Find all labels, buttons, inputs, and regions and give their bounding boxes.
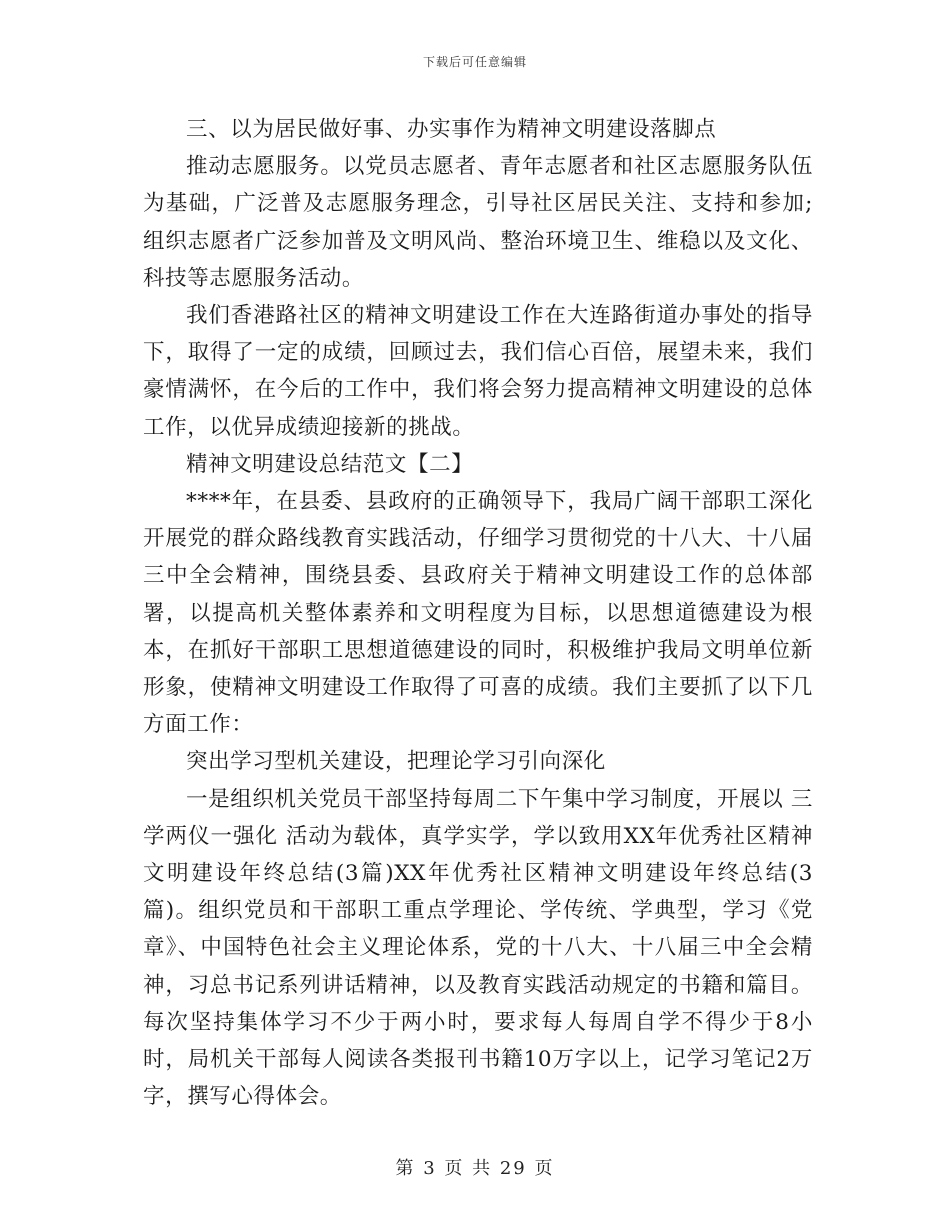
body-paragraph: 一是组织机关党员干部坚持每周二下午集中学习制度，开展以 三学两仪一强化 活动为载体，真学实学，学以致用XX年优秀社区精神文明建设年终总结(3篇)XX年优秀社区精神文明建设年终总结(3篇)。组织党员和干部职工重点学理论、学传统、学典型，学习《党章》、中国特色社会主义理论体系，党的十八大、十八届三中全会精神，习总书记系列讲话精神，以及教育实践活动规定的书籍和篇目。每次坚持集体学习不少于两小时，要求每人每周自学不得少于8小时，局机关干部每人阅读各类报刊书籍10万字以上，记学习笔记2万字，撰写心得体会。 <box>143 786 813 1110</box>
page-number: 第 3 页 共 29 页 <box>395 1158 555 1179</box>
section-heading: 突出学习型机关建设，把理论学习引向深化 <box>186 749 606 775</box>
body-paragraph: 推动志愿服务。以党员志愿者、青年志愿者和社区志愿服务队伍为基础，广泛普及志愿服务理念，引导社区居民关注、支持和参加;组织志愿者广泛参加普及文明风尚、整治环境卫生、维稳以及文化、科技等志愿服务活动。 <box>143 154 813 291</box>
article-subtitle: 精神文明建设总结范文【二】 <box>186 451 474 477</box>
body-paragraph: ****年，在县委、县政府的正确领导下，我局广阔干部职工深化开展党的群众路线教育实践活动，仔细学习贯彻党的十八大、十八届三中全会精神，围绕县委、县政府关于精神文明建设工作的总体部署，以提高机关整体素养和文明程度为目标，以思想道德建设为根本，在抓好干部职工思想道德建设的同时，积极维护我局文明单位新形象，使精神文明建设工作取得了可喜的成绩。我们主要抓了以下几方面工作： <box>143 489 813 738</box>
body-paragraph: 我们香港路社区的精神文明建设工作在大连路街道办事处的指导下，取得了一定的成绩，回顾过去，我们信心百倍，展望未来，我们豪情满怀，在今后的工作中，我们将会努力提高精神文明建设的总体工作，以优异成绩迎接新的挑战。 <box>143 303 813 440</box>
page-header: 下载后可任意编辑 <box>422 55 527 69</box>
document-body <box>143 111 813 1115</box>
section-heading: 三、以为居民做好事、办实事作为精神文明建设落脚点 <box>186 117 717 142</box>
